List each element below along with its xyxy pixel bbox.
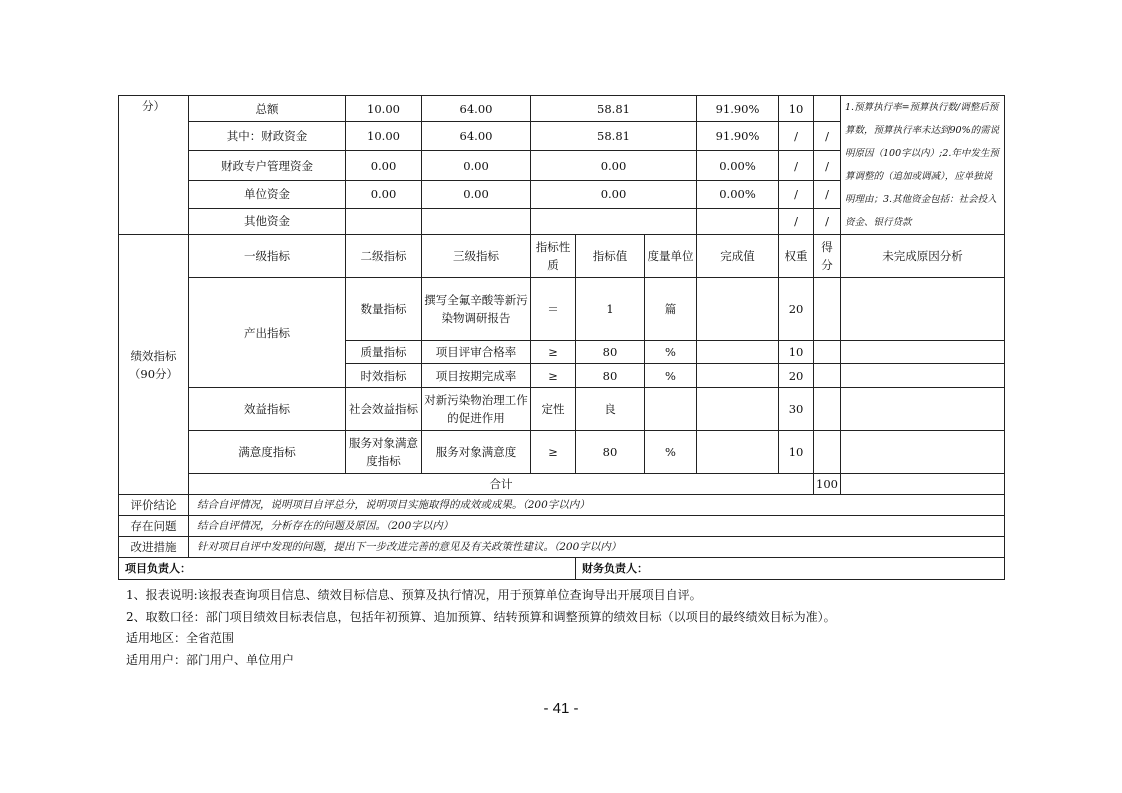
header-value: 指标值 <box>576 235 645 278</box>
indicator-weight: 10 <box>779 341 814 364</box>
improvement-measures-label: 改进措施 <box>119 537 189 558</box>
budget-item: 其中：财政资金 <box>189 122 346 151</box>
indicator-score <box>814 278 841 341</box>
indicator-reason <box>841 388 1005 431</box>
budget-weight: 10 <box>779 96 814 122</box>
budget-item: 其他资金 <box>189 208 346 234</box>
finance-leader-field: 财务负责人： <box>576 558 1005 580</box>
budget-total: 64.00 <box>422 96 531 122</box>
indicator-score <box>814 364 841 388</box>
indicator-weight: 30 <box>779 388 814 431</box>
indicator-done <box>697 364 779 388</box>
indicator-value: 80 <box>576 431 645 474</box>
indicator-level2: 社会效益指标 <box>346 388 422 431</box>
budget-weight: / <box>779 151 814 180</box>
budget-weight: / <box>779 122 814 151</box>
performance-section-label: 绩效指标（90分） <box>119 235 189 495</box>
total-weight: 100 <box>814 474 841 495</box>
indicator-level2: 时效指标 <box>346 364 422 388</box>
header-level2: 二级指标 <box>346 235 422 278</box>
budget-rate: 0.00% <box>697 180 779 208</box>
header-score: 得分 <box>814 235 841 278</box>
budget-rate: 91.90% <box>697 122 779 151</box>
header-weight: 权重 <box>779 235 814 278</box>
indicator-level3: 撰写全氟辛酸等新污染物调研报告 <box>422 278 531 341</box>
indicator-done <box>697 278 779 341</box>
header-level1: 一级指标 <box>189 235 346 278</box>
indicator-level3: 项目按期完成率 <box>422 364 531 388</box>
indicator-reason <box>841 364 1005 388</box>
indicator-score <box>814 431 841 474</box>
indicator-value: 80 <box>576 364 645 388</box>
indicator-value: 1 <box>576 278 645 341</box>
indicator-unit: % <box>645 431 697 474</box>
budget-score: / <box>814 151 841 180</box>
existing-problems-label: 存在问题 <box>119 516 189 537</box>
output-indicator-label: 产出指标 <box>189 278 346 388</box>
indicator-weight: 10 <box>779 431 814 474</box>
budget-annual <box>346 208 422 234</box>
indicator-done <box>697 388 779 431</box>
budget-note: 1.预算执行率=预算执行数/调整后预算数，预算执行率未达到90%的需说明原因（100字以内）;2.年中发生预算调整的（追加或调减），应单独说明理由；3.其他资金包括：社会投入资金、银行贷款 <box>841 96 1005 235</box>
indicator-nature: ≥ <box>531 431 576 474</box>
budget-total: 0.00 <box>422 151 531 180</box>
indicator-unit: % <box>645 364 697 388</box>
budget-score: / <box>814 122 841 151</box>
indicator-score <box>814 341 841 364</box>
budget-item: 总额 <box>189 96 346 122</box>
indicator-reason <box>841 431 1005 474</box>
header-level3: 三级指标 <box>422 235 531 278</box>
indicator-nature: 定性 <box>531 388 576 431</box>
total-label: 合计 <box>189 474 814 495</box>
indicator-unit: 篇 <box>645 278 697 341</box>
total-score <box>841 474 1005 495</box>
self-evaluation-table <box>118 95 1004 580</box>
indicator-value: 良 <box>576 388 645 431</box>
indicator-score <box>814 388 841 431</box>
note-line: 2、取数口径：部门项目绩效目标表信息，包括年初预算、追加预算、结转预算和调整预算的绩效目标（以项目的最终绩效目标为准）。 <box>126 609 836 624</box>
indicator-level3: 项目评审合格率 <box>422 341 531 364</box>
header-unit: 度量单位 <box>645 235 697 278</box>
existing-problems-text: 结合自评情况，分析存在的问题及原因。（200字以内） <box>189 516 1005 537</box>
budget-score: / <box>814 180 841 208</box>
project-leader-field: 项目负责人： <box>119 558 576 580</box>
budget-section-label: 分） <box>119 96 189 235</box>
evaluation-conclusion-label: 评价结论 <box>119 495 189 516</box>
indicator-unit <box>645 388 697 431</box>
budget-item: 财政专户管理资金 <box>189 151 346 180</box>
header-done: 完成值 <box>697 235 779 278</box>
budget-rate: 91.90% <box>697 96 779 122</box>
budget-executed: 58.81 <box>531 96 697 122</box>
budget-rate: 0.00% <box>697 151 779 180</box>
note-line: 1、报表说明:该报表查询项目信息、绩效目标信息、预算及执行情况，用于预算单位查询导出开展项目自评。 <box>126 588 702 602</box>
note-line: 适用地区：全省范围 <box>126 631 235 645</box>
evaluation-conclusion-text: 结合自评情况，说明项目自评总分，说明项目实施取得的成效或成果。（200字以内） <box>189 495 1005 516</box>
indicator-weight: 20 <box>779 278 814 341</box>
indicator-reason <box>841 341 1005 364</box>
budget-annual: 0.00 <box>346 180 422 208</box>
indicator-level2: 服务对象满意度指标 <box>346 431 422 474</box>
budget-total <box>422 208 531 234</box>
budget-total: 0.00 <box>422 180 531 208</box>
note-line: 适用用户：部门用户、单位用户 <box>126 652 295 667</box>
indicator-nature: ≥ <box>531 364 576 388</box>
indicator-level2: 质量指标 <box>346 341 422 364</box>
budget-executed <box>531 208 697 234</box>
budget-annual: 10.00 <box>346 122 422 151</box>
budget-rate <box>697 208 779 234</box>
budget-weight: / <box>779 208 814 234</box>
budget-annual: 0.00 <box>346 151 422 180</box>
page-number: - 41 - <box>543 700 579 717</box>
budget-item: 单位资金 <box>189 180 346 208</box>
header-reason: 未完成原因分析 <box>841 235 1005 278</box>
budget-total: 64.00 <box>422 122 531 151</box>
indicator-nature: ≥ <box>531 341 576 364</box>
indicator-value: 80 <box>576 341 645 364</box>
indicator-nature: ＝ <box>531 278 576 341</box>
indicator-done <box>697 431 779 474</box>
budget-executed: 0.00 <box>531 151 697 180</box>
indicator-reason <box>841 278 1005 341</box>
report-notes <box>126 585 836 671</box>
indicator-level3: 对新污染物治理工作的促进作用 <box>422 388 531 431</box>
budget-executed: 58.81 <box>531 122 697 151</box>
header-nature: 指标性质 <box>531 235 576 278</box>
budget-executed: 0.00 <box>531 180 697 208</box>
indicator-weight: 20 <box>779 364 814 388</box>
indicator-unit: % <box>645 341 697 364</box>
budget-score: / <box>814 208 841 234</box>
indicator-level2: 数量指标 <box>346 278 422 341</box>
budget-score <box>814 96 841 122</box>
budget-weight: / <box>779 180 814 208</box>
indicator-level3: 服务对象满意度 <box>422 431 531 474</box>
budget-annual: 10.00 <box>346 96 422 122</box>
satisfaction-indicator-label: 满意度指标 <box>189 431 346 474</box>
benefit-indicator-label: 效益指标 <box>189 388 346 431</box>
improvement-measures-text: 针对项目自评中发现的问题，提出下一步改进完善的意见及有关政策性建议。（200字以内） <box>189 537 1005 558</box>
indicator-done <box>697 341 779 364</box>
